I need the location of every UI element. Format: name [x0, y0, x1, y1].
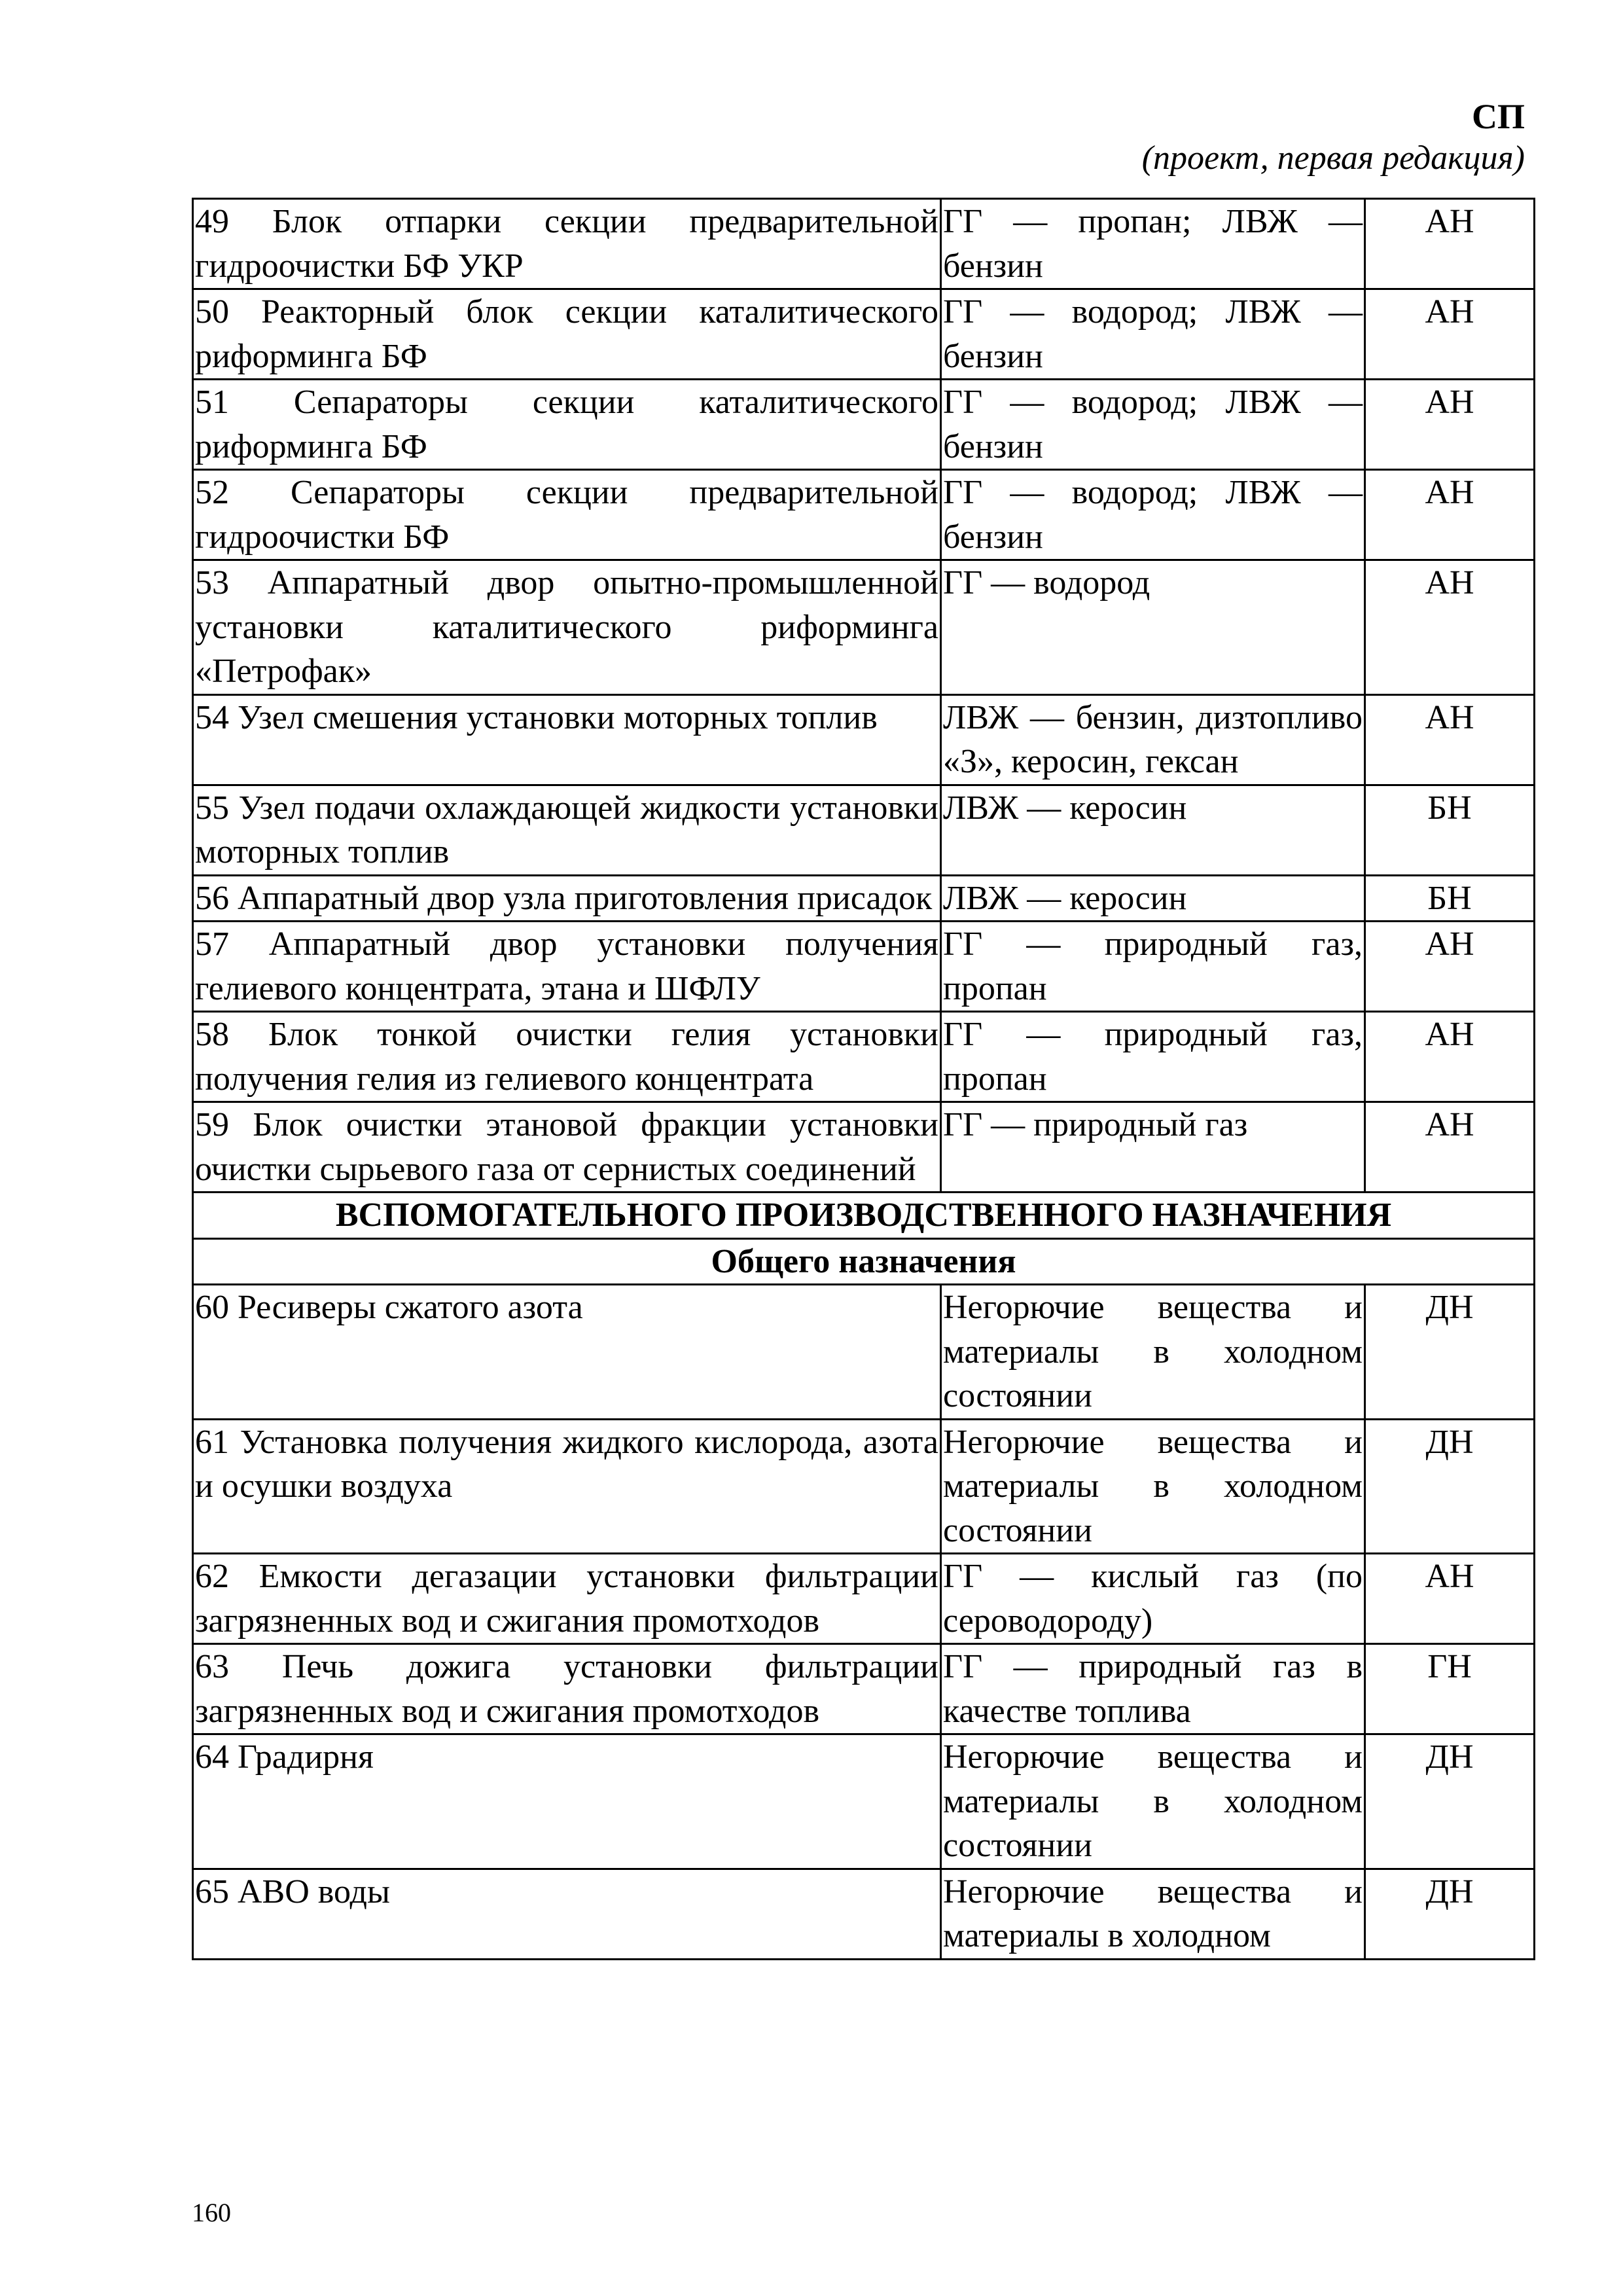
category-cell: ДН [1365, 1419, 1535, 1554]
table-row [193, 1734, 1535, 1869]
installation-name-cell: 51 Сепараторы секции каталитического риформинга БФ [193, 380, 941, 470]
installation-name-cell: 60 Ресиверы сжатого азота [193, 1285, 941, 1420]
substance-cell: ГГ — природный газ [941, 1102, 1365, 1193]
substance-cell: ГГ — водород; ЛВЖ — бензин [941, 470, 1365, 560]
table-row [193, 1869, 1535, 1959]
table-body [193, 199, 1535, 1960]
category-cell: АН [1365, 694, 1535, 785]
table-row [193, 875, 1535, 922]
table-row [193, 922, 1535, 1012]
substance-cell: ГГ — природный газ, пропан [941, 922, 1365, 1012]
table-row [193, 1102, 1535, 1193]
installation-name-cell: 56 Аппаратный двор узла приготовления присадок [193, 875, 941, 922]
page-number: 160 [192, 2198, 231, 2227]
category-cell: АН [1365, 1554, 1535, 1644]
category-cell: АН [1365, 922, 1535, 1012]
table-row [193, 289, 1535, 380]
table-row [193, 470, 1535, 560]
substance-cell: ГГ — пропан; ЛВЖ — бензин [941, 199, 1365, 289]
table-row [193, 199, 1535, 289]
category-cell: АН [1365, 1102, 1535, 1193]
table-row [193, 1419, 1535, 1554]
installation-name-cell: 57 Аппаратный двор установки получения гелиевого концентрата, этана и ШФЛУ [193, 922, 941, 1012]
table-row [193, 694, 1535, 785]
subsection-heading-row [193, 1238, 1535, 1285]
category-cell: БН [1365, 875, 1535, 922]
substance-cell: ГГ — водород; ЛВЖ — бензин [941, 289, 1365, 380]
installation-name-cell: 54 Узел смешения установки моторных топлив [193, 694, 941, 785]
installation-name-cell: 64 Градирня [193, 1734, 941, 1869]
subsection-heading: Общего назначения [193, 1238, 1535, 1285]
category-cell: АН [1365, 199, 1535, 289]
installation-name-cell: 59 Блок очистки этановой фракции установки очистки сырьевого газа от сернистых соединений [193, 1102, 941, 1193]
installation-name-cell: 53 Аппаратный двор опытно-промышленной установки каталитического риформинга «Петрофак» [193, 560, 941, 695]
substance-cell: ЛВЖ — бензин, дизтопливо «З», керосин, гексан [941, 694, 1365, 785]
installation-name-cell: 62 Емкости дегазации установки фильтрации загрязненных вод и сжигания промотходов [193, 1554, 941, 1644]
category-cell: АН [1365, 380, 1535, 470]
table-row [193, 1644, 1535, 1734]
categories-table [192, 198, 1535, 1960]
table-row [193, 380, 1535, 470]
table-row [193, 1554, 1535, 1644]
substance-cell: ГГ — кислый газ (по сероводороду) [941, 1554, 1365, 1644]
substance-cell: Негорючие вещества и материалы в холодном состоянии [941, 1285, 1365, 1420]
installation-name-cell: 55 Узел подачи охлаждающей жидкости установки моторных топлив [193, 785, 941, 875]
category-cell: БН [1365, 785, 1535, 875]
substance-cell: Негорючие вещества и материалы в холодном состоянии [941, 1734, 1365, 1869]
substance-cell: ЛВЖ — керосин [941, 785, 1365, 875]
table-row [193, 785, 1535, 875]
installation-name-cell: 61 Установка получения жидкого кислорода, азота и осушки воздуха [193, 1419, 941, 1554]
installation-name-cell: 58 Блок тонкой очистки гелия установки получения гелия из гелиевого концентрата [193, 1012, 941, 1102]
category-cell: ДН [1365, 1869, 1535, 1959]
category-cell: АН [1365, 470, 1535, 560]
section-heading-row [193, 1193, 1535, 1239]
category-cell: ДН [1365, 1285, 1535, 1420]
installation-name-cell: 49 Блок отпарки секции предварительной гидроочистки БФ УКР [193, 199, 941, 289]
table-row [193, 1012, 1535, 1102]
category-cell: ГН [1365, 1644, 1535, 1734]
installation-name-cell: 52 Сепараторы секции предварительной гидроочистки БФ [193, 470, 941, 560]
section-heading: ВСПОМОГАТЕЛЬНОГО ПРОИЗВОДСТВЕННОГО НАЗНАЧЕНИЯ [193, 1193, 1535, 1239]
edition-note: (проект, первая редакция) [1141, 139, 1525, 177]
substance-cell: ГГ — природный газ в качестве топлива [941, 1644, 1365, 1734]
category-cell: АН [1365, 560, 1535, 695]
installation-name-cell: 63 Печь дожига установки фильтрации загрязненных вод и сжигания промотходов [193, 1644, 941, 1734]
substance-cell: Негорючие вещества и материалы в холодном [941, 1869, 1365, 1959]
substance-cell: ГГ — водород; ЛВЖ — бензин [941, 380, 1365, 470]
document-code: СП [1472, 97, 1525, 136]
table-row [193, 560, 1535, 695]
substance-cell: ЛВЖ — керосин [941, 875, 1365, 922]
substance-cell: Негорючие вещества и материалы в холодном состоянии [941, 1419, 1365, 1554]
category-cell: АН [1365, 289, 1535, 380]
category-cell: АН [1365, 1012, 1535, 1102]
substance-cell: ГГ — водород [941, 560, 1365, 695]
substance-cell: ГГ — природный газ, пропан [941, 1012, 1365, 1102]
installation-name-cell: 50 Реакторный блок секции каталитического риформинга БФ [193, 289, 941, 380]
category-cell: ДН [1365, 1734, 1535, 1869]
table-row [193, 1285, 1535, 1420]
installation-name-cell: 65 АВО воды [193, 1869, 941, 1959]
